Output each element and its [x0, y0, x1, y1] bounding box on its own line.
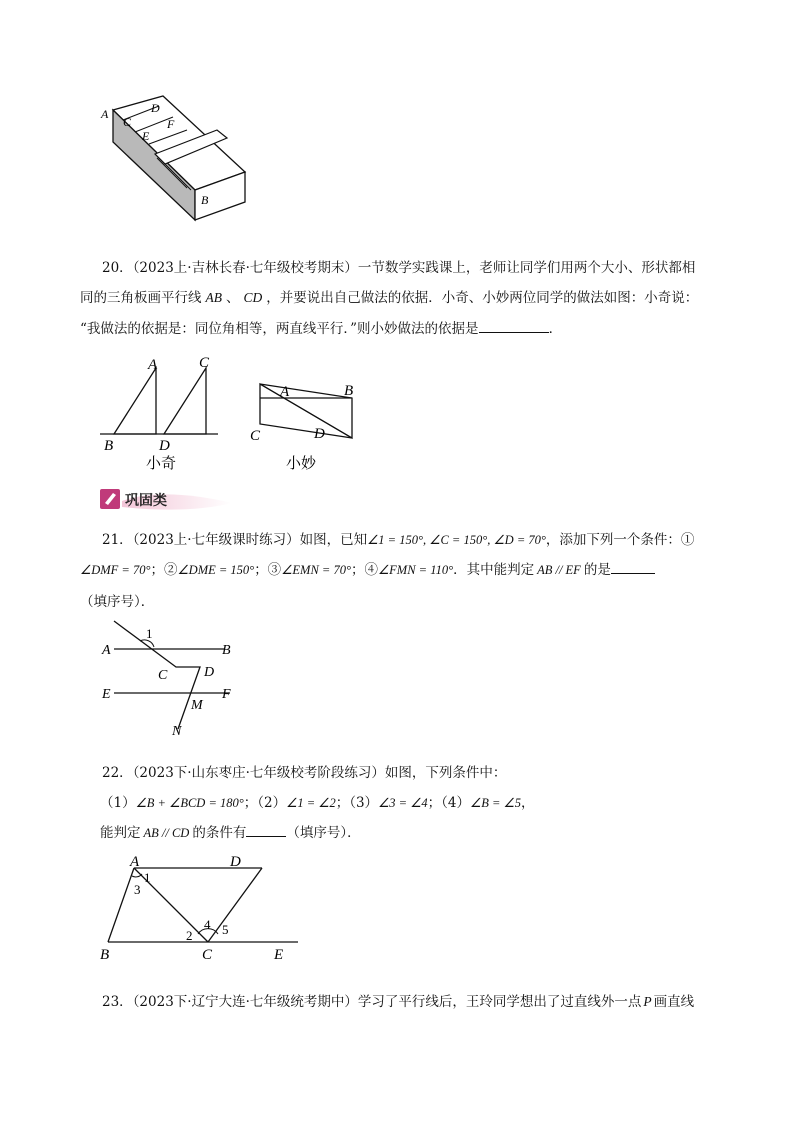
xm-caption: 小妙: [286, 454, 317, 472]
q22-label-b: B: [100, 947, 110, 963]
q22-text-3c: （填序号）．: [286, 825, 361, 841]
q21-cond-3: ∠EMN = 70°: [281, 563, 351, 577]
q22-line2: [100, 792, 535, 814]
q21-math-parallel: AB // EF: [537, 563, 581, 577]
q22-cond-1: ∠B + ∠BCD = 180°: [135, 796, 244, 810]
q22-cond-label-1: （1）: [100, 795, 136, 811]
q21-cond-2: ∠DME = 150°: [177, 563, 255, 577]
q22-math-parallel: AB // CD: [143, 826, 190, 840]
q22-label-e: E: [274, 947, 284, 963]
q21-cond-1: ∠DMF = 70°: [80, 563, 151, 577]
box-label-e: E: [142, 129, 150, 143]
q23-text-1b: 画直线: [653, 994, 695, 1010]
q22-line1: [102, 762, 506, 784]
q20-text-1: 一节数学实践课上，老师让同学们用两个大小、形状都相: [357, 260, 696, 276]
xq-label-b: B: [104, 438, 114, 454]
q22-label-3: 3: [134, 882, 141, 897]
xm-label-d: D: [314, 426, 325, 442]
box-label-b: B: [201, 193, 209, 207]
q20-number: 20．: [102, 260, 133, 276]
q22-label-d: D: [230, 854, 241, 870]
q21-sep-2: ；③: [254, 562, 282, 578]
q21-source: （2023上·七年级课时练习）: [132, 532, 300, 548]
q21-line2: [80, 559, 655, 581]
q20-source: （2023上·吉林长春·七年级校考期末）: [132, 260, 358, 276]
q21-cond-4: ∠FMN = 110°: [377, 563, 454, 577]
q21-text-3: （填序号）．: [80, 594, 155, 610]
q21-label-e: E: [102, 687, 111, 702]
section-title: 巩固类: [125, 493, 167, 509]
q20-math-ab: AB: [205, 290, 222, 305]
q22-cond-4: ∠B = ∠5: [470, 796, 521, 810]
q23-source: （2023下·辽宁大连·七年级统考期中）: [132, 994, 358, 1010]
q21-number: 21．: [102, 532, 133, 548]
q21-label-d: D: [204, 665, 215, 680]
q21-text-1b: ，添加下列一个条件：①: [545, 532, 695, 548]
q23-math-p: P: [643, 994, 652, 1009]
q20-figure-xiaomiao: [248, 356, 368, 476]
q20-line1: [102, 257, 695, 279]
q20-text-3: “我做法的依据是：同位角相等，两直线平行．”则小妙做法的依据是: [80, 321, 479, 337]
q21-text-2c: 的是: [583, 562, 611, 578]
q22-cond-3: ∠3 = ∠4: [378, 796, 428, 810]
q21-line3: [80, 591, 154, 613]
box-label-f: F: [167, 117, 175, 131]
q22-line3: [100, 822, 361, 844]
q20-sep: 、: [226, 290, 240, 306]
q21-label-m: M: [191, 698, 203, 713]
q21-label-n: N: [172, 724, 182, 739]
q22-source: （2023下·山东枣庄·七年级校考阶段练习）: [132, 765, 385, 781]
q20-answer-blank[interactable]: [479, 318, 549, 333]
q21-label-f: F: [222, 687, 231, 702]
q21-math-given: ∠1 = 150°, ∠C = 150°, ∠D = 70°: [367, 533, 546, 547]
q21-label-a: A: [102, 643, 111, 658]
q22-label-4: 4: [204, 917, 211, 932]
section-banner: [100, 487, 235, 513]
q22-label-c: C: [202, 947, 213, 963]
q22-label-5: 5: [222, 922, 229, 937]
q22-cond-end: ，: [521, 795, 535, 811]
q23-line1: [102, 991, 694, 1013]
q22-label-2: 2: [186, 928, 193, 943]
q21-line1: [102, 529, 694, 551]
q22-figure: [98, 850, 308, 965]
box-label-d: D: [151, 101, 160, 115]
box-label-c: C: [123, 115, 132, 129]
xm-label-b: B: [344, 383, 354, 399]
q22-text-3b: 的条件有: [192, 825, 247, 841]
q21-label-b: B: [222, 643, 231, 658]
section-header: [100, 487, 235, 513]
q21-answer-blank[interactable]: [611, 559, 655, 574]
q20-line2: [80, 287, 698, 309]
q22-label-a: A: [130, 854, 140, 870]
q20-end: ．: [548, 321, 563, 337]
q22-text-1: 如图，下列条件中：: [384, 765, 507, 781]
q21-sep-1: ；②: [150, 562, 178, 578]
q20-math-cd: CD: [243, 290, 263, 305]
q20-line3: [80, 318, 562, 340]
q23-number: 23．: [102, 994, 133, 1010]
q22-text-3a: 能判定: [100, 825, 141, 841]
q20-text-2a: 同的三角板画平行线: [80, 290, 202, 306]
q21-label-1: 1: [146, 626, 153, 641]
q21-figure: [100, 617, 250, 742]
q20-text-2b: ，并要说出自己做法的依据．小奇、小妙两位同学的做法如图：小奇说：: [266, 290, 699, 306]
q22-cond-label-4: ；（4）: [427, 795, 471, 811]
q22-label-1: 1: [144, 870, 151, 885]
q22-cond-2: ∠1 = ∠2: [286, 796, 336, 810]
q21-sep-3: ；④: [350, 562, 378, 578]
q22-answer-blank[interactable]: [246, 822, 286, 837]
xm-label-a: A: [280, 384, 290, 400]
xq-label-d: D: [159, 438, 170, 454]
q22-number: 22．: [102, 765, 133, 781]
q21-label-c: C: [158, 668, 168, 683]
q22-cond-label-2: ；（2）: [243, 795, 287, 811]
xq-label-c: C: [199, 355, 210, 371]
q21-text-1a: 如图，已知: [299, 532, 368, 548]
xq-label-a: A: [148, 357, 158, 373]
xq-caption: 小奇: [146, 454, 177, 472]
q23-text-1a: 学习了平行线后，王玲同学想出了过直线外一点: [357, 994, 642, 1010]
q21-text-2b: ．其中能判定: [453, 562, 535, 578]
xm-label-c: C: [250, 428, 261, 444]
box-label-a: A: [101, 107, 109, 121]
box-figure: [95, 92, 255, 212]
q22-cond-label-3: ；（3）: [335, 795, 379, 811]
q20-figure-xiaoqi: [98, 356, 228, 476]
